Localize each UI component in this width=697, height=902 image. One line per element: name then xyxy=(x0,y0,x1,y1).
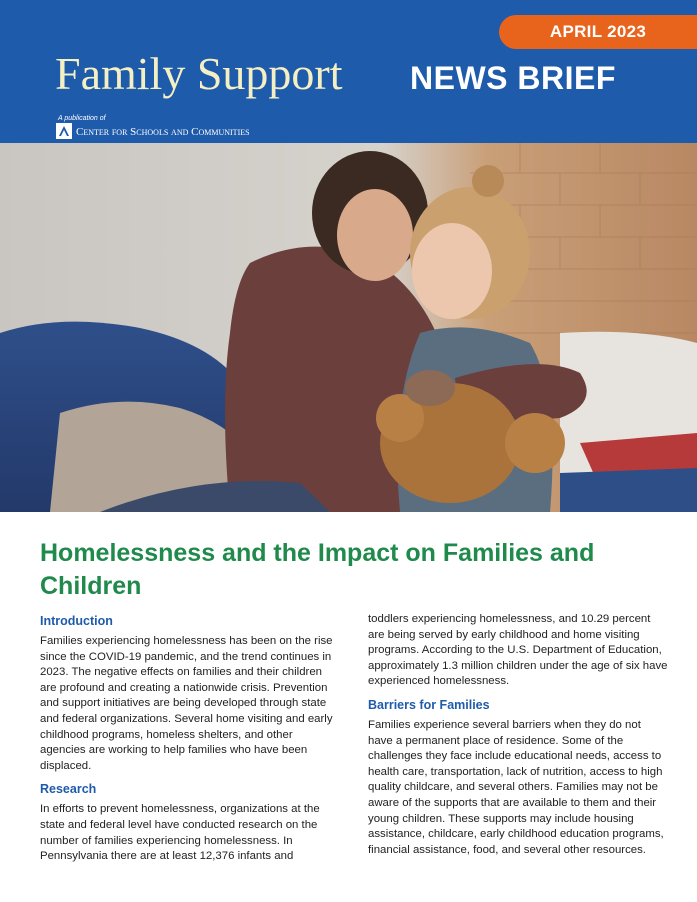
masthead-title: Family Support xyxy=(55,48,343,99)
section-body-barriers: Families experience several barriers when they do not have a permanent place of residence. Some of the challenges they face include educational needs, access to health care, transportation, lack of nutrition, access to high quality childcare, and several others. Families may not be aware of the supports that are available to them and their young children. These supports may include housing assistance, childcare, early childhood education programs, financial assistance, food, and several other resources. xyxy=(368,718,664,856)
article-column-right xyxy=(368,612,668,864)
org-name: Center for Schools and Communities xyxy=(76,126,250,138)
section-heading-barriers: Barriers for Families xyxy=(368,697,490,712)
issue-date-badge: APRIL 2023 xyxy=(499,15,697,49)
article-column-left xyxy=(40,612,340,871)
masthead-subtitle: NEWS BRIEF xyxy=(410,60,616,96)
publication-label: A publication of xyxy=(58,115,106,122)
section-body-introduction: Families experiencing homelessness has been on the rise since the COVID-19 pandemic, and the trend continues in 2023. The negative effects on families and their children are profound and creating a nationwide crisis. Prevention and support initiatives are being developed through state and federal organizations. Several home visiting and early childhood programs, homeless shelters, and other agencies are working to help families who have been displaced. xyxy=(40,635,333,772)
cover-photo xyxy=(0,143,697,512)
org-logo-icon xyxy=(56,123,72,139)
section-body-research-continued: toddlers experiencing homelessness, and 10.29 percent are being served by early childhood and home visiting programs. According to the U.S. Department of Education, approximately 1.3 million children under the age of six have experienced homelessness. xyxy=(368,613,668,688)
article-headline: Homelessness and the Impact on Families and Children xyxy=(40,539,595,600)
section-heading-research: Research xyxy=(40,782,97,797)
section-heading-introduction: Introduction xyxy=(40,614,113,628)
mother-hugging-child-photo xyxy=(0,143,697,512)
masthead xyxy=(0,0,697,143)
section-body-research: In efforts to prevent homelessness, organizations at the state and federal level have conducted research on the number of families experiencing homelessness. In Pennsylvania there are at least 12,376 infants and xyxy=(40,803,320,863)
